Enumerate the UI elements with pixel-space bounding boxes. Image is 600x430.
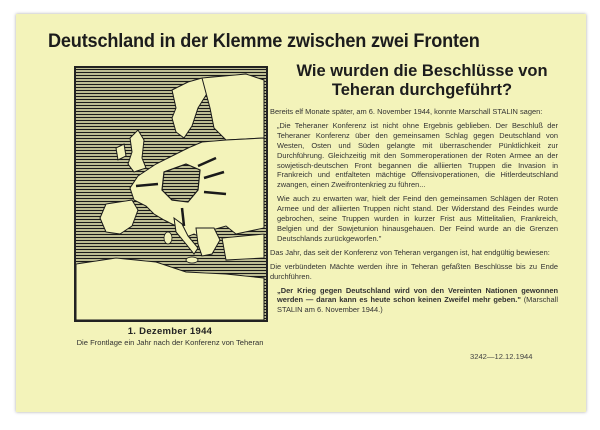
paragraph-proof: Das Jahr, das seit der Konferenz von Teheran vergangen ist, hat endgültig bewiesen: — [270, 247, 550, 257]
europe-map-drawing — [76, 68, 266, 320]
map-caption-text: Die Frontlage ein Jahr nach der Konferenz von Teheran — [76, 338, 264, 347]
stalin-quote-3-attribution: (Marschall STALIN am 6. November 1944.) — [277, 295, 558, 315]
article-body — [270, 107, 558, 319]
intro-paragraph: Bereits elf Monate später, am 6. November 1944, konnte Marschall STALIN sagen: — [270, 107, 543, 116]
map-caption-date: 1. Dezember 1944 — [127, 326, 213, 337]
stalin-quote-1: „Die Teheraner Konferenz ist nicht ohne Ergebnis geblieben. Der Beschluß der Teheraner Konferenz über den gemeinsamen Schlag gegen Deutschland von Westen, Osten und Süden gelangte mit überraschender Pünktlichkeit zur Durchführung. Gleichzeitig mit den Sommeroperationen der Roten Armee an der sowjetisch-deutschen Front begannen die alliierten Truppen die Invasion in Frankreich und entfalteten mächtige Offensivoperationen, die Hitlerdeutschland zwangen, einen Zweifrontenkrieg zu führen... — [277, 120, 558, 190]
subheadline: Wie wurden die Beschlüsse von Teheran durchgeführt? — [296, 62, 548, 99]
stalin-quote-3-text: „Der Krieg gegen Deutschland wird von den Vereinten Nationen gewonnen werden — daran kann es heute schon keinen Zweifel mehr geben." — [277, 285, 558, 305]
europe-front-map — [74, 66, 268, 322]
stalin-quote-2: Wie auch zu erwarten war, hielt der Feind den gemeinsamen Schlägen der Roten Armee und der alliierten Truppen nicht stand. Der Widerstand des Feindes wurde gebrochen, seine Truppen wurden in kurzer Frist aus Mittelitalien, Frankreich, Belgien und der Sowjetunion hinausgehauen. Der Feind wurde an die Grenzen Deutschlands zurückgeworfen." — [277, 194, 558, 243]
headline: Deutschland in der Klemme zwischen zwei Fronten — [48, 30, 480, 52]
paragraph-powers: Die verbündeten Mächte werden ihre in Teheran gefaßten Beschlüsse bis zu Ende durchführen. — [270, 261, 558, 281]
stalin-quote-3 — [270, 286, 558, 316]
print-code: 3242—12.12.1944 — [470, 352, 533, 361]
